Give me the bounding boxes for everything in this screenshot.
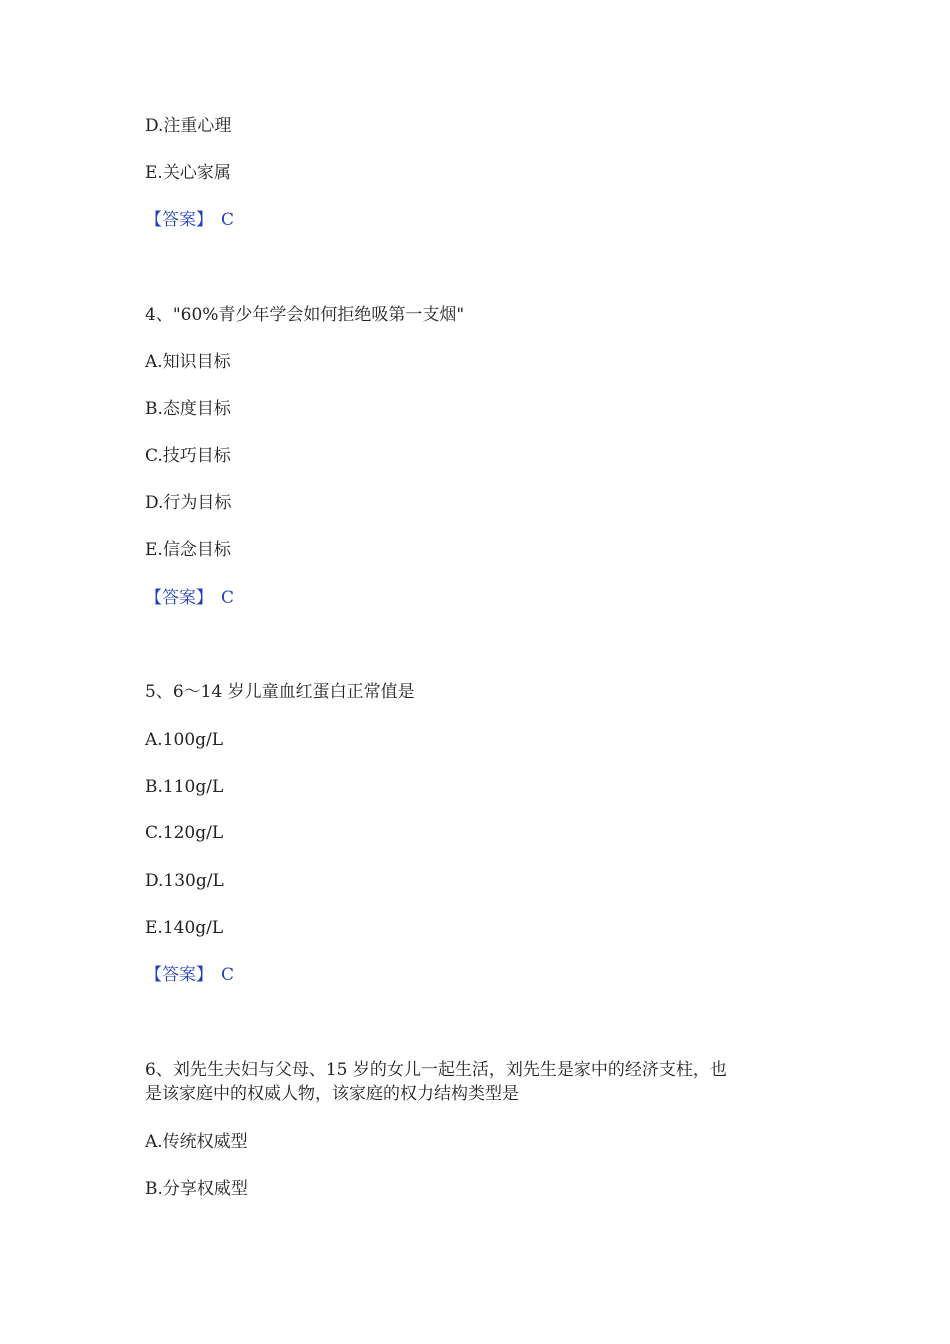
answer-line — [145, 963, 234, 987]
answer-label: 【答案】 — [145, 965, 213, 985]
answer-value: C — [221, 588, 235, 608]
answer-value: C — [221, 965, 235, 985]
option-e: E.关心家属 — [145, 163, 231, 183]
option-e: E.信念目标 — [145, 540, 231, 560]
question-6-text-line1: 6、刘先生夫妇与父母、15 岁的女儿一起生活，刘先生是家中的经济支柱，也 — [145, 1060, 727, 1080]
option-e: E.140g/L — [145, 918, 224, 938]
answer-line — [145, 208, 234, 232]
answer-label: 【答案】 — [145, 210, 213, 230]
question-4-text: 4、"60%青少年学会如何拒绝吸第一支烟" — [145, 305, 465, 325]
option-b: B.110g/L — [145, 777, 224, 797]
question-6-text-line2: 是该家庭中的权威人物，该家庭的权力结构类型是 — [145, 1084, 519, 1104]
option-b: B.分享权威型 — [145, 1179, 248, 1199]
question-5-text: 5、6～14 岁儿童血红蛋白正常值是 — [145, 682, 415, 702]
answer-label: 【答案】 — [145, 588, 213, 608]
option-d: D.行为目标 — [145, 493, 232, 513]
option-d: D.130g/L — [145, 871, 224, 891]
option-a: A.100g/L — [145, 730, 224, 750]
option-d: D.注重心理 — [145, 116, 232, 136]
option-c: C.120g/L — [145, 823, 224, 843]
option-a: A.传统权威型 — [145, 1132, 248, 1152]
option-a: A.知识目标 — [145, 352, 231, 372]
option-b: B.态度目标 — [145, 399, 231, 419]
answer-value: C — [221, 210, 235, 230]
answer-line — [145, 586, 234, 610]
option-c: C.技巧目标 — [145, 446, 231, 466]
